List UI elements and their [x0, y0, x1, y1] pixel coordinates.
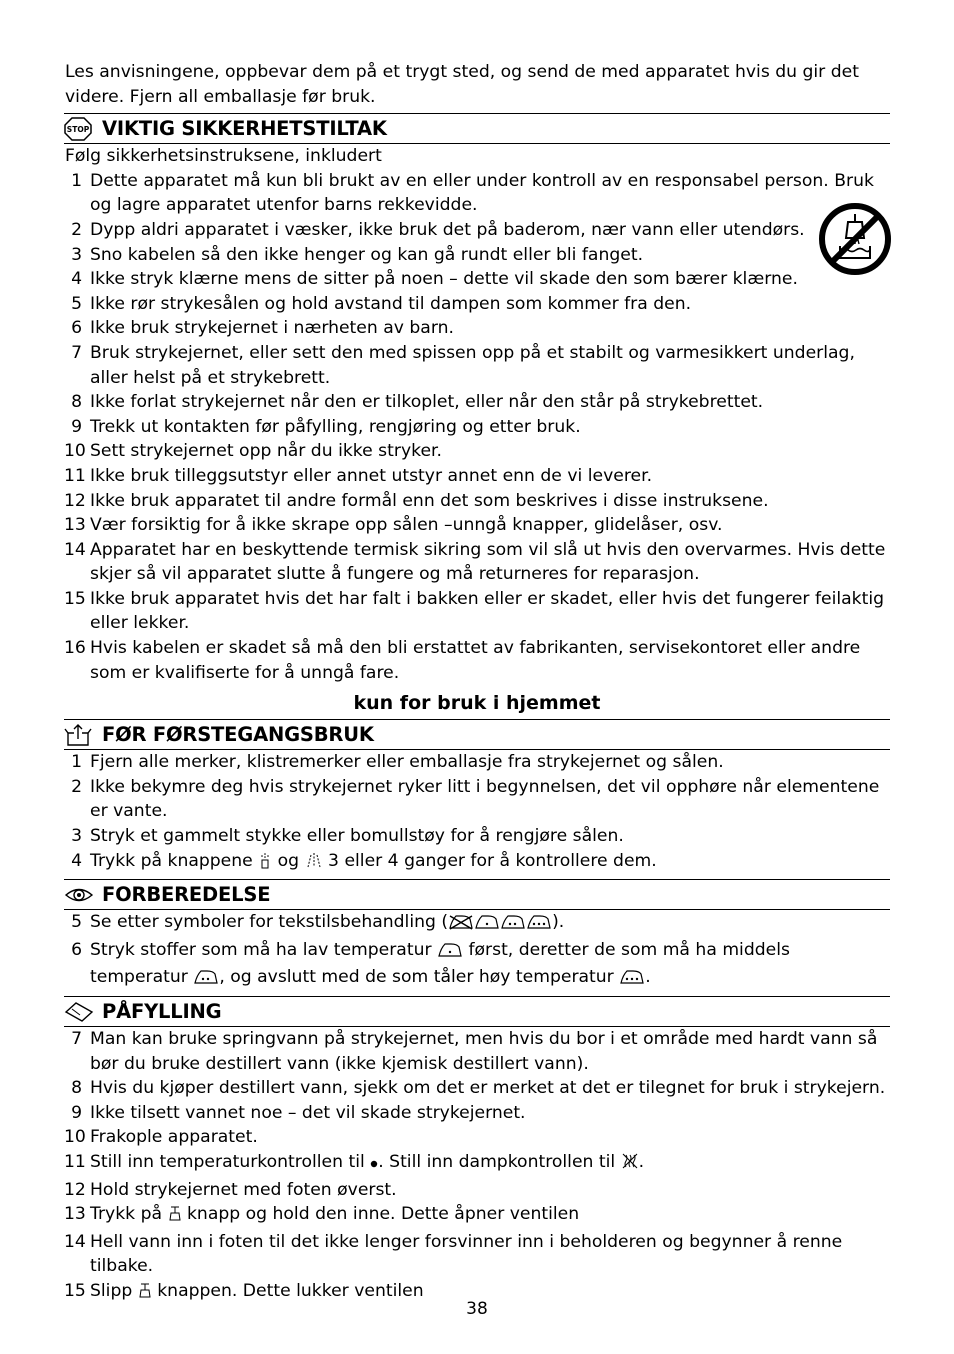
list-item: 3 Sno kabelen så den ikke henger og kan gå rundt eller bli fanget.: [71, 244, 644, 265]
home-use-notice: kun for bruk i hjemmet: [353, 692, 601, 715]
list-item: 8 Hvis du kjøper destillert vann, sjekk om det er merket at det er tilegnet for bruk i strykejern.: [71, 1078, 886, 1099]
list-item: 14 Apparatet har en beskyttende termisk sikring som vil slå ut hvis den overvarmes. Hvis dette skjer så vil apparatet slutte å fungere og må returneres for reparasjon.: [64, 539, 886, 585]
first-use-list: [64, 750, 890, 876]
list-item: 4 Trykk på knappene og 3 eller 4 ganger for å kontrollere dem.: [64, 849, 890, 877]
list-item: 14 Hell vann inn i foten til det ikke lenger forsvinner inn i beholderen og begynner å renne tilbake.: [64, 1231, 843, 1277]
list-item: 15 Ikke bruk apparatet hvis det har falt i bakken eller er skadet, eller hvis det fungerer feilaktig eller lekker.: [64, 588, 885, 634]
list-item: 15 Slipp knappen. Dette lukker ventilen: [64, 1279, 890, 1307]
list-item: 16 Hvis kabelen er skadet så må den bli erstattet av fabrikanten, servisekontoret eller andre som er kvalifiserte for å unngå fare.: [64, 638, 861, 683]
list-item: 5 Se etter symboler for tekstilsbehandling ( ).: [64, 910, 890, 938]
list-item: 13 Vær forsiktig for å ikke skrape opp sålen –unngå knapper, glidelåser, osv.: [64, 515, 723, 536]
svg-text:STOP: STOP: [66, 124, 90, 134]
iron-medium-icon: [193, 968, 219, 993]
list-item: 6 Ikke bruk strykejernet i nærheten av barn.: [71, 318, 454, 339]
list-item: 1 Fjern alle merker, klistremerker eller emballasje fra strykejernet og sålen.: [71, 752, 724, 773]
no-water-immersion-icon: [818, 202, 892, 276]
spray-button-icon: [258, 851, 272, 877]
section-title-safety: VIKTIG SIKKERHETSTILTAK: [102, 117, 387, 141]
list-item: 9 Trekk ut kontakten før påfylling, rengjøring og etter bruk.: [71, 416, 581, 437]
list-item: 7 Bruk strykejernet, eller sett den med spissen opp på et stabilt og varmesikkert underlag, aller helst på et strykebrett.: [71, 342, 855, 388]
section-header-preparation: [64, 879, 890, 910]
filling-list: [64, 1027, 890, 1307]
steam-shot-button-icon: [305, 851, 323, 877]
manual-page: [64, 60, 890, 1307]
section-header-safety: [64, 113, 890, 144]
list-item: 3 Stryk et gammelt stykke eller bomullstøy for å rengjøre sålen.: [71, 826, 624, 847]
list-item: 10 Frakople apparatet.: [64, 1127, 258, 1148]
list-item: 8 Ikke forlat strykejernet når den er tilkoplet, eller når den står på strykebrettet.: [71, 392, 764, 413]
list-item: 11 Ikke bruk tilleggsutstyr eller annet utstyr annet enn de vi leverer.: [64, 465, 653, 486]
iron-low-icon: [474, 913, 500, 938]
iron-high-icon: [526, 913, 552, 938]
safety-list: [64, 169, 890, 685]
list-item: 10 Sett strykejernet opp når du ikke stryker.: [64, 441, 442, 462]
section-title-first-use: FØR FØRSTEGANGSBRUK: [102, 723, 374, 747]
safety-lead: Følg sikkerhetsinstruksene, inkludert: [65, 146, 382, 167]
list-item: 6 Stryk stoffer som må ha lav temperatur først, deretter de som må ha middels temperatur , og avslutt med de som tåler høy temperatur .: [64, 938, 890, 993]
unpack-box-icon: [64, 723, 94, 747]
no-steam-icon: [621, 1152, 639, 1178]
iron-high-icon: [619, 968, 645, 993]
intro-text: Les anvisningene, oppbevar dem på et trygt sted, og send de med apparatet hvis du gir det videre. Fjern all emballasje før bruk.: [65, 62, 859, 107]
no-iron-icon: [448, 913, 474, 938]
list-item: 2 Dypp aldri apparatet i væsker, ikke bruk det på baderom, nær vann eller utendørs.: [71, 219, 805, 240]
section-title-preparation: FORBEREDELSE: [102, 883, 271, 907]
section-title-filling: PÅFYLLING: [102, 1000, 222, 1023]
list-item: 12 Ikke bruk apparatet til andre formål enn det som beskrives i disse instruksene.: [64, 490, 769, 511]
list-item: 11 Still inn temperaturkontrollen til . Still inn dampkontrollen til .: [64, 1150, 890, 1178]
list-item: 12 Hold strykejernet med foten øverst.: [64, 1179, 397, 1200]
list-item: 9 Ikke tilsett vannet noe – det vil skade strykejernet.: [71, 1102, 526, 1123]
list-item: 13 Trykk på knapp og hold den inne. Dette åpner ventilen: [64, 1202, 890, 1230]
fill-valve-button-icon: [168, 1204, 182, 1230]
iron-medium-icon: [500, 913, 526, 938]
list-item: 1 Dette apparatet må kun bli brukt av en eller under kontroll av en responsabel person. Bruk og lagre apparatet utenfor barns rekkevidde.: [71, 170, 874, 216]
section-header-filling: [64, 996, 890, 1027]
preparation-list: [64, 910, 890, 993]
section-header-first-use: [64, 719, 890, 750]
page-number: 38: [466, 1299, 488, 1319]
eye-icon: [64, 883, 94, 907]
stop-icon: [64, 117, 94, 141]
water-tank-icon: [64, 1000, 94, 1024]
list-item: 2 Ikke bekymre deg hvis strykejernet ryker litt i begynnelsen, det vil opphøre når elementene er vante.: [71, 776, 880, 822]
list-item: 5 Ikke rør strykesålen og hold avstand til dampen som kommer fra den.: [71, 293, 692, 314]
list-item: 4 Ikke stryk klærne mens de sitter på noen – dette vil skade den som bærer klærne.: [71, 269, 798, 290]
list-item: 7 Man kan bruke springvann på strykejernet, men hvis du bor i et område med hardt vann så bør du bruke destillert vann (ikke kjemisk destillert vann).: [71, 1029, 878, 1074]
iron-low-icon: [437, 941, 463, 966]
